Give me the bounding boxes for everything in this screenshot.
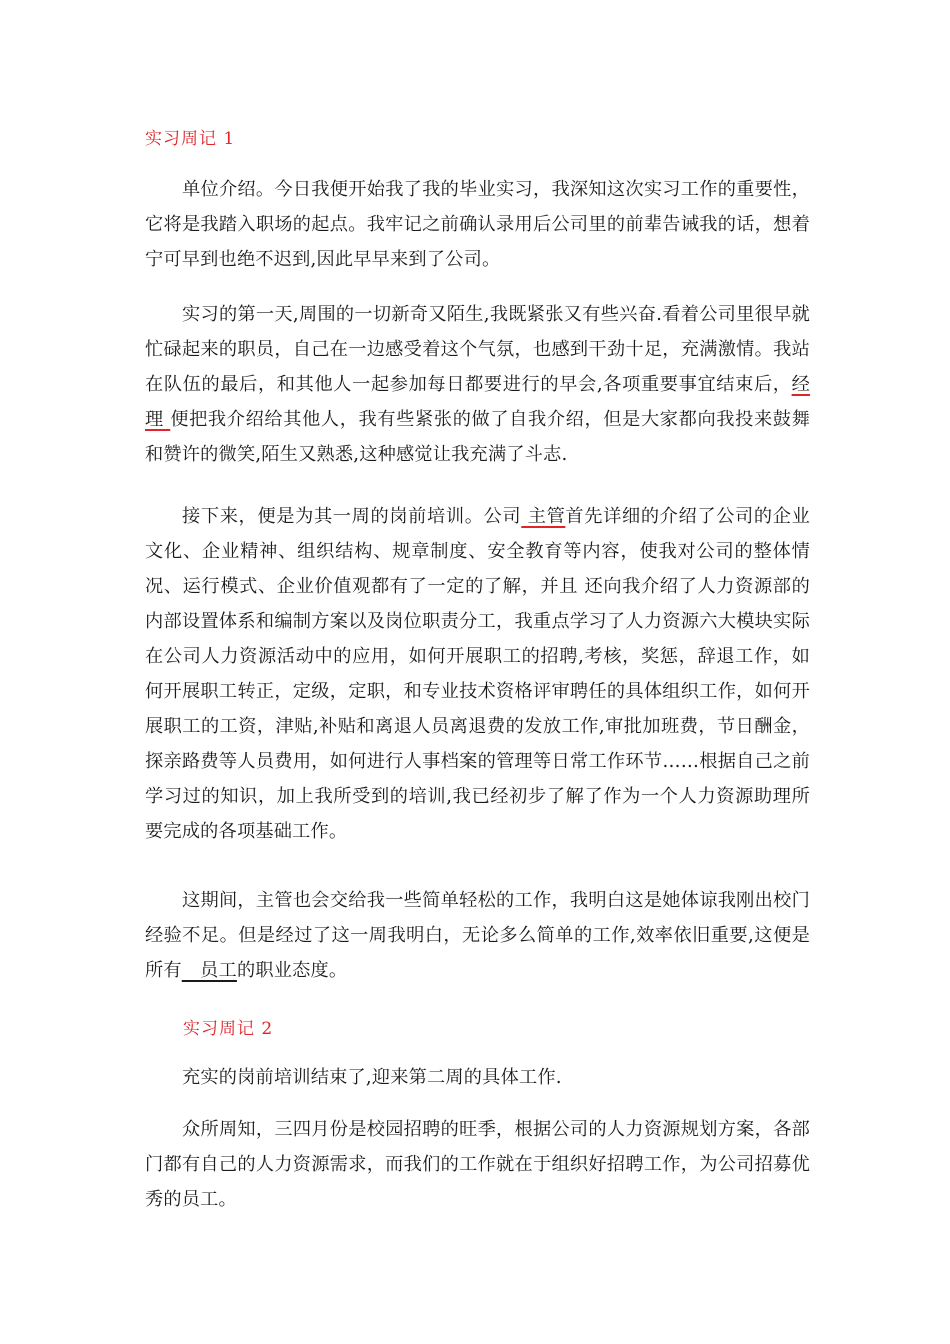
- week2-paragraph-2: 众所周知，三四月份是校园招聘的旺季，根据公司的人力资源规划方案，各部门都有自己的人力资源需求，而我们的工作就在于组织好招聘工作，为公司招募优秀的员工。: [145, 1119, 810, 1210]
- week1-paragraph-4: [145, 883, 810, 988]
- underlined-term-employee: 员工: [181, 960, 237, 981]
- week1-paragraph-3: [145, 499, 810, 849]
- underlined-term-supervisor: 主管: [521, 506, 566, 527]
- text-run: 便把我介绍给其他人，我有些紧张的做了自我介绍，但是大家都向我投来鼓舞和赞许的微笑,陌生又熟悉,这种感觉让我充满了斗志.: [145, 409, 810, 465]
- week2-heading: 实习周记 2: [183, 1019, 274, 1039]
- week1-paragraph-1: 单位介绍。今日我便开始我了我的毕业实习，我深知这次实习工作的重要性，它将是我踏入职场的起点。我牢记之前确认录用后公司里的前辈告诫我的话，想着宁可早到也绝不迟到,因此早早来到了公司。: [145, 179, 810, 270]
- text-run: 这期间，主管也会交给我一些简单轻松的工作，我明白这是她体谅我刚出校门经验不足。但是经过了这一周我明白，无论多么简单的工作,效率依旧重要,这便是所有: [145, 890, 810, 981]
- text-run: 实习的第一天,周围的一切新奇又陌生,我既紧张又有些兴奋.看着公司里很早就忙碌起来的职员，自己在一边感受着这个气氛，也感到干劲十足，充满激情。我站在队伍的最后，和其他人一起参加每日都要进行的早会,各项重要事宜结束后，: [145, 304, 810, 395]
- week1-paragraph-2: [145, 297, 810, 472]
- text-run: 首先详细的介绍了公司的企业文化、企业精神、组织结构、规章制度、安全教育等内容，使我对公司的整体情况、运行模式、企业价值观都有了一定的了解，并且 还向我介绍了人力资源部的内部设置体系和编制方案以及岗位职责分工，我重点学习了人力资源六大模块实际在公司人力资源活动中的应用，如何开展职工的招聘,考核，奖惩，辞退工作，如何开展职工转正，定级，定职，和专业技术资格评审聘任的具体组织工作，如何开展职工的工资，津贴,补贴和离退人员离退费的发放工作,审批加班费，节日酬金，探亲路费等人员费用，如何进行人事档案的管理等日常工作环节……根据自己之前学习过的知识，加上我所受到的培训,我已经初步了解了作为一个人力资源助理所要完成的各项基础工作。: [145, 506, 810, 842]
- text-run: 接下来，便是为其一周的岗前培训。公司: [182, 506, 522, 527]
- week1-heading: 实习周记 1: [145, 129, 236, 149]
- text-run: 的职业态度。: [236, 960, 348, 981]
- week2-paragraph-1: 充实的岗前培训结束了,迎来第二周的具体工作.: [182, 1067, 562, 1088]
- underlined-term-manager: 经理: [145, 374, 810, 430]
